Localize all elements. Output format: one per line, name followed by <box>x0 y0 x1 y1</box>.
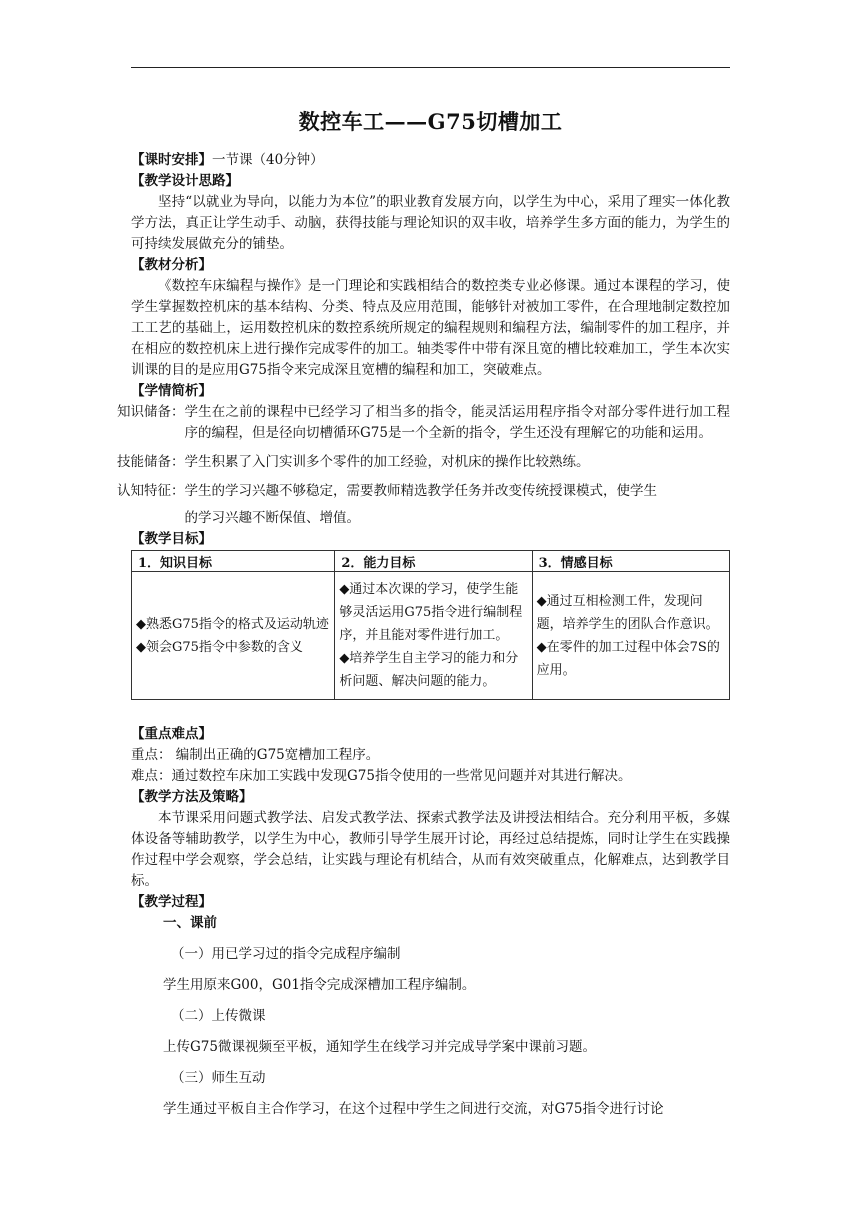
cognition-text-2: 的学习兴趣不断保值、增值。 <box>184 510 360 526</box>
goals-col1-item1: ◆熟悉G75指令的格式及运动轨迹 <box>136 616 329 632</box>
keypoints-focus: 重点： 编制出正确的G75宽槽加工程序。 <box>131 747 380 763</box>
schedule-line <box>131 150 730 171</box>
goals-table <box>131 550 730 700</box>
goals-col1-cell <box>132 572 335 700</box>
knowledge-label: 知识储备： <box>117 404 185 420</box>
process-heading: 【教学过程】 <box>131 894 212 910</box>
cognition-text-1: 学生的学习兴趣不够稳定，需要教师精选教学任务并改变传统授课模式，使学生 <box>184 483 657 499</box>
process-sub2-text: 上传G75微课视频至平板，通知学生在线学习并完成导学案中课前习题。 <box>163 1039 596 1055</box>
process-sub3-text: 学生通过平板自主合作学习，在这个过程中学生之间进行交流，对G75指令进行讨论 <box>163 1101 664 1117</box>
schedule-heading: 【课时安排】 <box>131 152 212 168</box>
design-text: 坚持“以就业为导向，以能力为本位”的职业教育发展方向，以学生为中心，采用了理实一体化教学方法，真正让学生动手、动脑，获得技能与理论知识的双丰收，培养学生多方面的能力，为学生的可持续发展做充分的铺垫。 <box>131 194 730 252</box>
process-sub1-title: （一）用已学习过的指令完成程序编制 <box>171 946 401 962</box>
goals-header-row <box>132 551 730 572</box>
skill-text: 学生积累了入门实训多个零件的加工经验，对机床的操作比较熟练。 <box>184 454 590 470</box>
goals-col1-header: 1．知识目标 <box>132 551 335 572</box>
schedule-text: 一节课（40分钟） <box>212 152 324 168</box>
goals-heading: 【教学目标】 <box>131 531 212 547</box>
process-section1: 一、课前 <box>163 915 217 931</box>
students-heading: 【学情简析】 <box>131 383 212 399</box>
header-rule <box>131 67 730 68</box>
document-title: 数控车工——G75切槽加工 <box>298 109 563 134</box>
cognition-label: 认知特征： <box>117 483 185 499</box>
goals-content-row <box>132 572 730 700</box>
knowledge-text: 学生在之前的课程中已经学习了相当多的指令，能灵活运用程序指令对部分零件进行加工程序的编程，但是径向切槽循环G75是一个全新的指令，学生还没有理解它的功能和运用。 <box>184 404 730 441</box>
design-heading: 【教学设计思路】 <box>131 173 239 189</box>
cognition-body <box>185 481 731 529</box>
goals-col3-item2: ◆在零件的加工过程中体会7S的应用。 <box>536 639 720 678</box>
material-text: 《数控车床编程与操作》是一门理论和实践相结合的数控类专业必修课。通过本课程的学习，使学生掌握数控机床的基本结构、分类、特点及应用范围，能够针对被加工零件，在合理地制定数控加工工艺的基础上，运用数控机床的数控系统所规定的编程规则和编程方法，编制零件的加工程序，并在相应的数控机床上进行操作完成零件的加工。轴类零件中带有深且宽的槽比较难加工，学生本次实训课的目的是应用G75指令来完成深且宽槽的编程和加工，突破难点。 <box>131 278 730 378</box>
process-sub3-title: （三）师生互动 <box>171 1070 266 1086</box>
keypoints-difficulty: 难点：通过数控车床加工实践中发现G75指令使用的一些常见问题并对其进行解决。 <box>131 768 632 784</box>
process-sub2-title: （二）上传微课 <box>171 1008 266 1024</box>
goals-col2-item1: ◆通过本次课的学习，使学生能够灵活运用G75指令进行编制程序，并且能对零件进行加工。 <box>339 582 523 643</box>
skill-row <box>117 452 730 473</box>
keypoints-heading: 【重点难点】 <box>131 726 212 742</box>
material-heading: 【教材分析】 <box>131 257 212 273</box>
knowledge-row <box>117 402 730 444</box>
goals-col1-item2: ◆领会G75指令中参数的含义 <box>136 639 303 655</box>
methods-heading: 【教学方法及策略】 <box>131 789 253 805</box>
process-sub1-text: 学生用原来G00，G01指令完成深槽加工程序编制。 <box>163 977 476 993</box>
goals-col3-cell <box>532 572 729 700</box>
goals-col2-header: 2．能力目标 <box>335 551 532 572</box>
skill-label: 技能储备： <box>117 454 185 470</box>
cognition-row <box>117 481 730 529</box>
document-page <box>117 98 730 1120</box>
goals-col2-item2: ◆培养学生自主学习的能力和分析问题、解决问题的能力。 <box>339 651 519 689</box>
methods-text: 本节课采用问题式教学法、启发式教学法、探索式教学法及讲授法相结合。充分利用平板，多媒体设备等辅助教学，以学生为中心，教师引导学生展开讨论，再经过总结提炼，同时让学生在实践操作过程中学会观察，学会总结，让实践与理论有机结合，从而有效突破重点，化解难点，达到教学目标。 <box>131 810 730 889</box>
goals-col3-item1: ◆通过互相检测工件，发现问题，培养学生的团队合作意识。 <box>536 593 719 632</box>
goals-col3-header: 3．情感目标 <box>532 551 729 572</box>
goals-col2-cell <box>335 572 532 700</box>
